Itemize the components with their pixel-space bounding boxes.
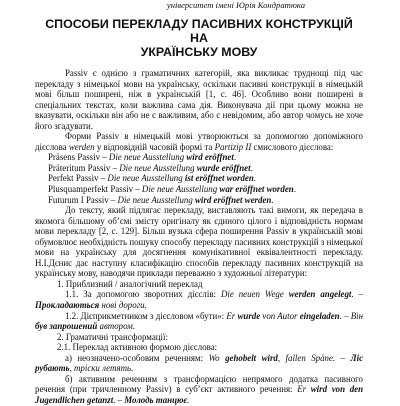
list-item-1-2: 1.2. Дієприкметником з дієсловом «бути»: Er wurde von Autor eingeladen. – Він був запрошений автором.	[35, 310, 364, 332]
title-line-1: СПОСОБИ ПЕРЕКЛАДУ ПАСИВНИХ КОНСТРУКЦІЙ НА	[45, 17, 353, 45]
partizip-term: Partizip II	[214, 141, 252, 152]
list-item-2-1-a: а) неозначено-особовим реченням: Wo gehobelt wird, fallen Späne. – Ліс рубають, тріски летять.	[35, 352, 364, 374]
paragraph-intro: Passiv є однією з граматичних категорій, яка викликає труднощі під час перекладу з німецької мови на українську, оскільки пасивні конструкції в німецькій мові більш поширені, ніж в українській [1, с. 46]. Особливо вони поширені в спеціальних текстах, коли важлива сама дія. Виконувача дії при цьому можна не вказувати, оскільки він або не є важливим, або є невідомим, або автор чомусь не хоче його згадувати.	[35, 68, 363, 131]
list-item-1: 1. Приблизний / аналогічний переклад	[57, 278, 203, 289]
list-item-2-1-b: б) активним реченням з трансформацією непрямого додатка пасивного речення (при тричленному Passiv) в суб’єкт активного речення: Er wird von den Jugendlichen getanzt. – Молодь танцює.	[35, 373, 364, 405]
article-title	[35, 17, 363, 59]
tense-examples	[35, 152, 363, 205]
list-item-1-1: 1.1. За допомогою зворотних дієслів: Die neuen Wege werden angelegt. – Прокладаються нові дороги.	[35, 289, 364, 311]
paragraph-translation-requirements: До тексту, який підлягає перекладу, виставляють такі вимоги, як передача в якомога більшому об’ємі змісту оригіналу як єдиного цілого і відповідність нормам мови перекладу [2, с. 129]. Більш вузька сфера поширення Passiv в українській мові обумовлює необхідність пошуку способу перекладу пасивних конструкцій з німецької мови на українську для досягнення комунікативної еквівалентності перекладу. Н.І.Дєнис дає наступну класифікацію способів перекладу пасивних конструкцій на українську мову, наводячи приклади переважно з художньої літератури:	[35, 205, 363, 279]
werden-term: werden	[68, 141, 95, 152]
list-item-2: 2. Граматичні трансформації:	[57, 331, 168, 342]
affiliation-line: університет імені Юрія Кондратюка	[166, 0, 305, 10]
list-item-2-1: 2.1. Переклад активною формою дієслова:	[57, 342, 218, 353]
paragraph-passive-forms: Форми Passiv в німецькій мові утворюються за допомогою допоміжного дієслова werden у відповідній часовій формі та Partizip II смислового дієслова:	[35, 131, 363, 152]
tense-example-futurum: Futurum I Passiv – Die neue Ausstellung wird eröffnet werden.	[48, 194, 274, 205]
tense-example-praeteritum: Präteritum Passiv – Die neue Ausstellung wurde eröffnet.	[48, 162, 253, 173]
tense-example-perfekt: Perfekt Passiv – Die neue Ausstellung ist eröffnet worden.	[48, 173, 256, 184]
tense-example-praesens: Präsens Passiv – Die neue Ausstellung wird eröffnet.	[48, 152, 237, 163]
title-line-2: УКРАЇНСЬКУ МОВУ	[140, 45, 258, 59]
tense-example-plusquamperfekt: Plusquamperfekt Passiv – Die neue Ausstellung war eröffnet worden.	[48, 184, 296, 195]
